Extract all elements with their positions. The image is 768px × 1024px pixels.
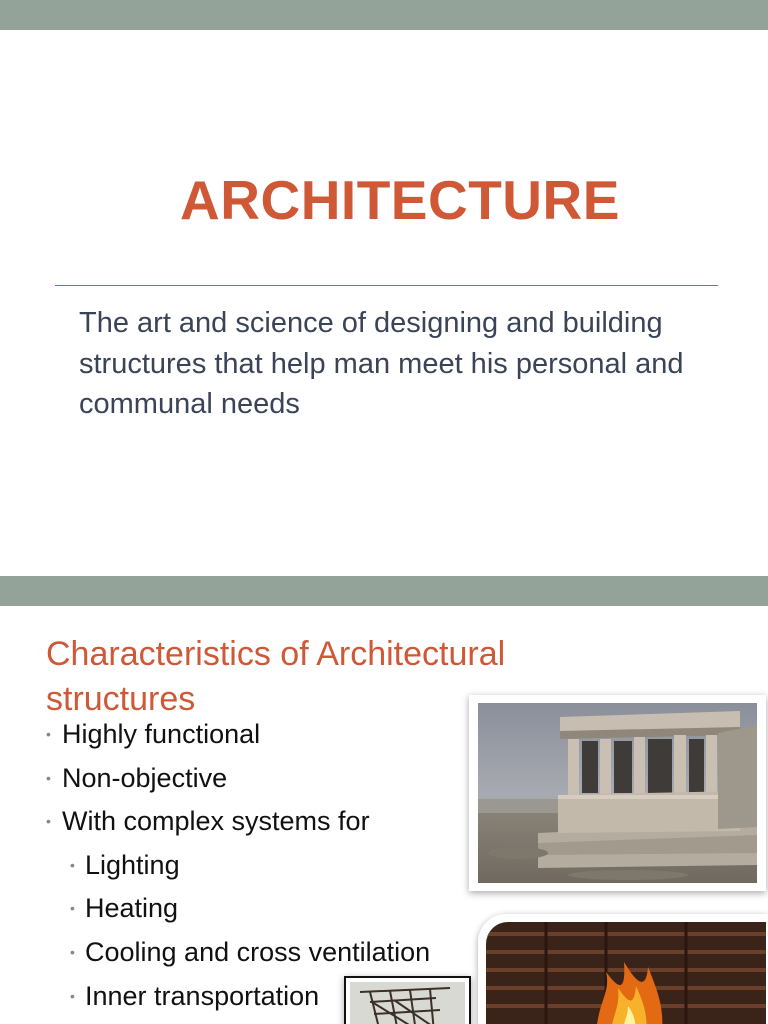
slide-subtitle: The art and science of designing and building structures that help man meet his personal and communal needs: [79, 307, 684, 420]
slide-title: ARCHITECTURE: [180, 169, 620, 231]
scaffold-photo: [350, 982, 465, 1024]
scaffold-photo-frame: [344, 976, 471, 1024]
bullet-icon: •: [70, 900, 75, 917]
fireplace-photo-frame: [478, 914, 768, 1024]
bullet-text: Lighting: [85, 849, 180, 880]
top-band: [0, 576, 768, 606]
temple-photo-frame: [469, 695, 766, 891]
title-divider: [55, 285, 718, 286]
bullet-icon: •: [70, 856, 75, 873]
content-slide: [0, 576, 768, 1024]
bullet-icon: •: [70, 987, 75, 1004]
bullet-icon: •: [46, 813, 51, 830]
bullet-icon: •: [70, 943, 75, 960]
slide-heading: Characteristics of Architectural structures: [46, 635, 506, 718]
bullet-text: Non-objective: [62, 762, 228, 793]
bullet-text: Heating: [85, 893, 179, 924]
bullet-text: With complex systems for: [62, 806, 370, 837]
bullet-text: Cooling and cross ventilation: [85, 936, 431, 967]
bullet-text: Highly functional: [62, 719, 261, 749]
fireplace-photo: [486, 922, 766, 1024]
bullet-icon: •: [46, 769, 51, 786]
bullet-icon: •: [46, 726, 51, 742]
top-band: [0, 0, 768, 30]
bullet-text: Inner transportation: [85, 980, 320, 1011]
temple-photo: [478, 703, 757, 883]
